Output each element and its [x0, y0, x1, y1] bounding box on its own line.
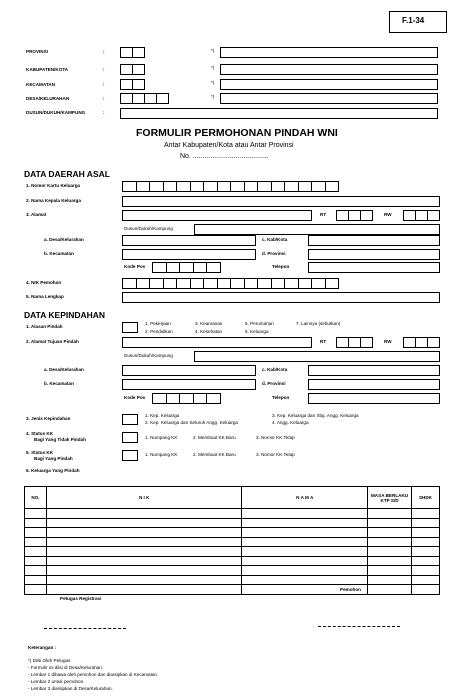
desa-code-cells[interactable] — [120, 93, 169, 104]
notes-heading: Keterangan : — [28, 645, 57, 650]
table-cell[interactable] — [242, 509, 368, 519]
kk-option: 2. Membuat KK Baru — [193, 452, 236, 457]
desa-asal-field[interactable] — [122, 235, 256, 246]
table-row[interactable] — [25, 556, 440, 566]
label-nomor-kk: 1. Nomor Kartu Keluarga — [26, 183, 81, 188]
provinsi-code-cells[interactable] — [120, 47, 145, 58]
section-daerah-asal: DATA DAERAH ASAL — [24, 169, 110, 179]
alasan-option: 6. Keluarga — [245, 329, 269, 334]
jenis-option: 1. Kep. Keluarga — [145, 413, 180, 418]
table-cell[interactable] — [412, 528, 440, 538]
kabupaten-name-field[interactable] — [220, 64, 438, 75]
table-cell[interactable] — [46, 566, 241, 576]
table-cell[interactable] — [46, 528, 241, 538]
pemohon-signature-line — [318, 626, 400, 627]
table-cell[interactable] — [25, 575, 47, 585]
table-cell[interactable] — [25, 518, 47, 528]
alamat-tujuan-field[interactable] — [122, 337, 312, 348]
table-cell[interactable] — [242, 518, 368, 528]
rw-tujuan-cells[interactable] — [403, 337, 440, 348]
label-rw: RW — [384, 339, 392, 344]
label-kecamatan: KECAMATAN — [26, 82, 55, 87]
table-cell[interactable] — [412, 518, 440, 528]
rw-cells[interactable] — [403, 210, 440, 221]
table-cell[interactable] — [46, 585, 241, 595]
nomor-kk-cells[interactable] — [122, 181, 339, 192]
table-cell[interactable] — [368, 528, 412, 538]
label-rt: RT — [320, 212, 327, 217]
table-cell[interactable] — [25, 528, 47, 538]
nama-lengkap-field[interactable] — [122, 292, 440, 303]
rt-tujuan-cells[interactable] — [336, 337, 373, 348]
alamat-asal-field[interactable] — [122, 210, 312, 221]
table-cell[interactable] — [368, 556, 412, 566]
label-status-kk-tidak: 4. Status KK — [26, 431, 54, 436]
note-line: *) Diisi Oleh Petugas — [28, 658, 71, 663]
label-alamat-asal: 3. Alamat — [26, 212, 47, 217]
label-dusun: DUSUN/DUKUH/KAMPUNG — [26, 110, 86, 115]
label-rw: RW — [384, 212, 392, 217]
form-title: FORMULIR PERMOHONAN PINDAH WNI — [136, 127, 338, 139]
table-cell[interactable] — [46, 556, 241, 566]
dusun-tujuan-field[interactable] — [194, 351, 440, 362]
table-row[interactable] — [25, 528, 440, 538]
provinsi-asal-field[interactable] — [308, 249, 440, 260]
label-desa-asal: a. Desa/Kelurahan — [44, 237, 84, 242]
alasan-option: 3. Keamanan — [195, 321, 223, 326]
status-kk-tidak-box[interactable] — [122, 432, 138, 443]
label-provinsi-asal: d. Provinsi — [262, 251, 286, 256]
telepon-asal-field[interactable] — [308, 262, 440, 273]
table-cell[interactable] — [242, 537, 368, 547]
table-row[interactable] — [25, 509, 440, 519]
table-cell[interactable] — [412, 575, 440, 585]
dusun-field[interactable] — [120, 108, 438, 119]
table-row[interactable] — [25, 575, 440, 585]
label-status-kk-tidak-sub: Bagi Yang Tidak Pindah — [34, 437, 86, 442]
kecamatan-code-cells[interactable] — [120, 79, 145, 90]
table-cell[interactable] — [25, 547, 47, 557]
table-cell[interactable] — [25, 556, 47, 566]
label-dusun-tujuan: Dusun/Dukuh/Kampung — [124, 353, 173, 358]
label-telepon-asal: Telepon — [272, 264, 290, 269]
note-line: - Lembar 1 dibawa oleh pemohon dan diarsipkan di Kecamatan. — [28, 672, 159, 677]
label-status-kk-pindah: 5. Status KK — [26, 450, 54, 455]
table-cell[interactable] — [242, 528, 368, 538]
table-cell[interactable] — [46, 518, 241, 528]
col-masa-berlaku: MASA BERLAKU KTP S/D — [368, 487, 412, 509]
jenis-option: 3. Kep. Keluarga dan Sbg. Angg. Keluarga — [272, 413, 359, 418]
table-cell[interactable] — [46, 575, 241, 585]
kk-option: 3. Nomor KK Tetap — [256, 435, 295, 440]
kabkota-asal-field[interactable] — [308, 235, 440, 246]
label-keluarga-pindah: 6. Keluarga Yang Pindah — [26, 468, 80, 473]
colon: : — [103, 110, 105, 115]
label-status-kk-pindah-sub: Bagi Yang Pindah — [34, 456, 73, 461]
jenis-option: 4. Angg. Keluarga — [272, 420, 309, 425]
table-cell[interactable] — [368, 509, 412, 519]
jenis-kepindahan-box[interactable] — [122, 414, 138, 425]
table-cell[interactable] — [412, 566, 440, 576]
form-code: F.1-34 — [402, 16, 425, 25]
kecamatan-tujuan-field[interactable] — [122, 379, 256, 390]
label-jenis-kepindahan: 3. Jenis Kepindahan — [26, 416, 71, 421]
label-nama-kepala: 2. Nama Kepala Keluarga — [26, 198, 81, 203]
table-cell[interactable] — [242, 566, 368, 576]
table-cell[interactable] — [25, 585, 47, 595]
desa-tujuan-field[interactable] — [122, 365, 256, 376]
label-provinsi: PROVINSI — [26, 49, 48, 54]
alasan-option: 1. Pekerjaan — [145, 321, 171, 326]
table-cell[interactable] — [412, 585, 440, 595]
label-provinsi-tujuan: d. Provinsi — [262, 381, 286, 386]
kabkota-tujuan-field[interactable] — [308, 365, 440, 376]
kk-option: 2. Membuat KK Baru — [193, 435, 236, 440]
star-mark: *) — [211, 48, 215, 53]
table-cell[interactable] — [25, 566, 47, 576]
colon: : — [103, 67, 105, 72]
label-nik-pemohon: 4. NIK Pemohon — [26, 280, 62, 285]
kecamatan-asal-field[interactable] — [122, 249, 256, 260]
table-cell[interactable] — [25, 537, 47, 547]
table-cell[interactable] — [412, 509, 440, 519]
alasan-option: 2. Pendidikan — [145, 329, 173, 334]
table-row[interactable] — [25, 547, 440, 557]
label-nama-lengkap: 5. Nama Lengkap — [26, 294, 64, 299]
label-petugas: Petugas Registrasi — [60, 596, 102, 601]
provinsi-tujuan-field[interactable] — [308, 379, 440, 390]
table-cell[interactable] — [368, 518, 412, 528]
label-kodepos-tujuan: Kode Pos — [124, 395, 146, 400]
label-kecamatan-asal: b. Kecamatan — [44, 251, 74, 256]
star-mark: *) — [211, 94, 215, 99]
label-desa: DESA/KELURAHAN — [26, 96, 70, 101]
col-shdk: SHDK — [412, 487, 440, 509]
table-cell[interactable] — [368, 566, 412, 576]
status-kk-pindah-box[interactable] — [122, 450, 138, 461]
note-line: - Lembar 2 untuk pemohon. — [28, 679, 85, 684]
form-subtitle: Antar Kabupaten/Kota atau Antar Provinsi — [164, 142, 294, 149]
kk-option: 1. Numpang KK — [145, 435, 178, 440]
table-cell[interactable] — [368, 585, 412, 595]
table-cell[interactable] — [46, 547, 241, 557]
family-table — [24, 486, 440, 595]
table-cell[interactable] — [412, 537, 440, 547]
label-desa-tujuan: a. Desa/Kelurahan — [44, 367, 84, 372]
kabupaten-code-cells[interactable] — [120, 64, 145, 75]
note-line: - Formulir ini diisi di Desa/Kelurahan. — [28, 665, 104, 670]
alasan-pindah-box[interactable] — [122, 322, 138, 333]
form-number: No. ....................................... — [180, 153, 269, 160]
table-row[interactable] — [25, 566, 440, 576]
provinsi-name-field[interactable] — [220, 47, 438, 58]
star-mark: *) — [211, 80, 215, 85]
star-mark: *) — [211, 65, 215, 70]
section-kepindahan: DATA KEPINDAHAN — [24, 310, 106, 320]
label-alasan-pindah: 1. Alasan Pindah — [26, 324, 63, 329]
table-cell[interactable] — [412, 547, 440, 557]
alasan-option: 4. Kesehatan — [195, 329, 223, 334]
dusun-asal-field[interactable] — [194, 224, 440, 235]
nama-kepala-field[interactable] — [122, 196, 440, 207]
table-cell[interactable] — [242, 556, 368, 566]
label-kabkota-asal: c. Kab/Kota — [262, 237, 288, 242]
table-cell[interactable] — [412, 556, 440, 566]
rt-cells[interactable] — [336, 210, 373, 221]
label-pemohon: Pemohon — [340, 587, 361, 592]
label-kecamatan-tujuan: b. Kecamatan — [44, 381, 74, 386]
kk-option: 1. Numpang KK — [145, 452, 178, 457]
table-row[interactable] — [25, 537, 440, 547]
alasan-option: 7. Lainnya (sebutkan) — [296, 321, 341, 326]
label-kabkota-tujuan: c. Kab/Kota — [262, 367, 288, 372]
kecamatan-name-field[interactable] — [220, 79, 438, 90]
colon: : — [103, 82, 105, 87]
table-row[interactable] — [25, 585, 440, 595]
telepon-tujuan-field[interactable] — [308, 393, 440, 404]
col-no: NO. — [25, 487, 47, 509]
col-nik: N I K — [46, 487, 241, 509]
table-cell[interactable] — [368, 575, 412, 585]
colon: : — [103, 96, 105, 101]
kodepos-tujuan-cells[interactable] — [152, 393, 221, 404]
table-cell[interactable] — [25, 509, 47, 519]
label-kabupaten: KABUPATEN/KOTA — [26, 67, 69, 72]
jenis-option: 2. Kep. Keluarga dan Seluruh Angg. Keluarga — [145, 420, 238, 425]
label-rt: RT — [320, 339, 327, 344]
table-cell[interactable] — [368, 547, 412, 557]
table-cell[interactable] — [242, 547, 368, 557]
col-nama: N A M A — [242, 487, 368, 509]
table-row[interactable] — [25, 518, 440, 528]
label-kodepos-asal: Kode Pos — [124, 264, 146, 269]
label-alamat-tujuan: 2. Alamat Tujuan Pindah — [26, 339, 79, 344]
colon: : — [103, 49, 105, 54]
label-dusun-asal: Dusun/Dukuh/Kampung — [124, 226, 173, 231]
kk-option: 3. Nomor KK Tetap — [256, 452, 295, 457]
table-cell[interactable] — [46, 509, 241, 519]
label-telepon-tujuan: Telepon — [272, 395, 290, 400]
table-cell[interactable] — [242, 575, 368, 585]
desa-name-field[interactable] — [220, 93, 438, 104]
table-cell[interactable] — [46, 537, 241, 547]
petugas-signature-line — [44, 628, 126, 629]
alasan-option: 5. Perumahan — [245, 321, 274, 326]
table-cell[interactable] — [368, 537, 412, 547]
note-line: - Lembar 3 diarsipkan di Desa/Kelurahan. — [28, 686, 113, 691]
nik-pemohon-cells[interactable] — [122, 278, 339, 289]
kodepos-asal-cells[interactable] — [152, 262, 221, 273]
